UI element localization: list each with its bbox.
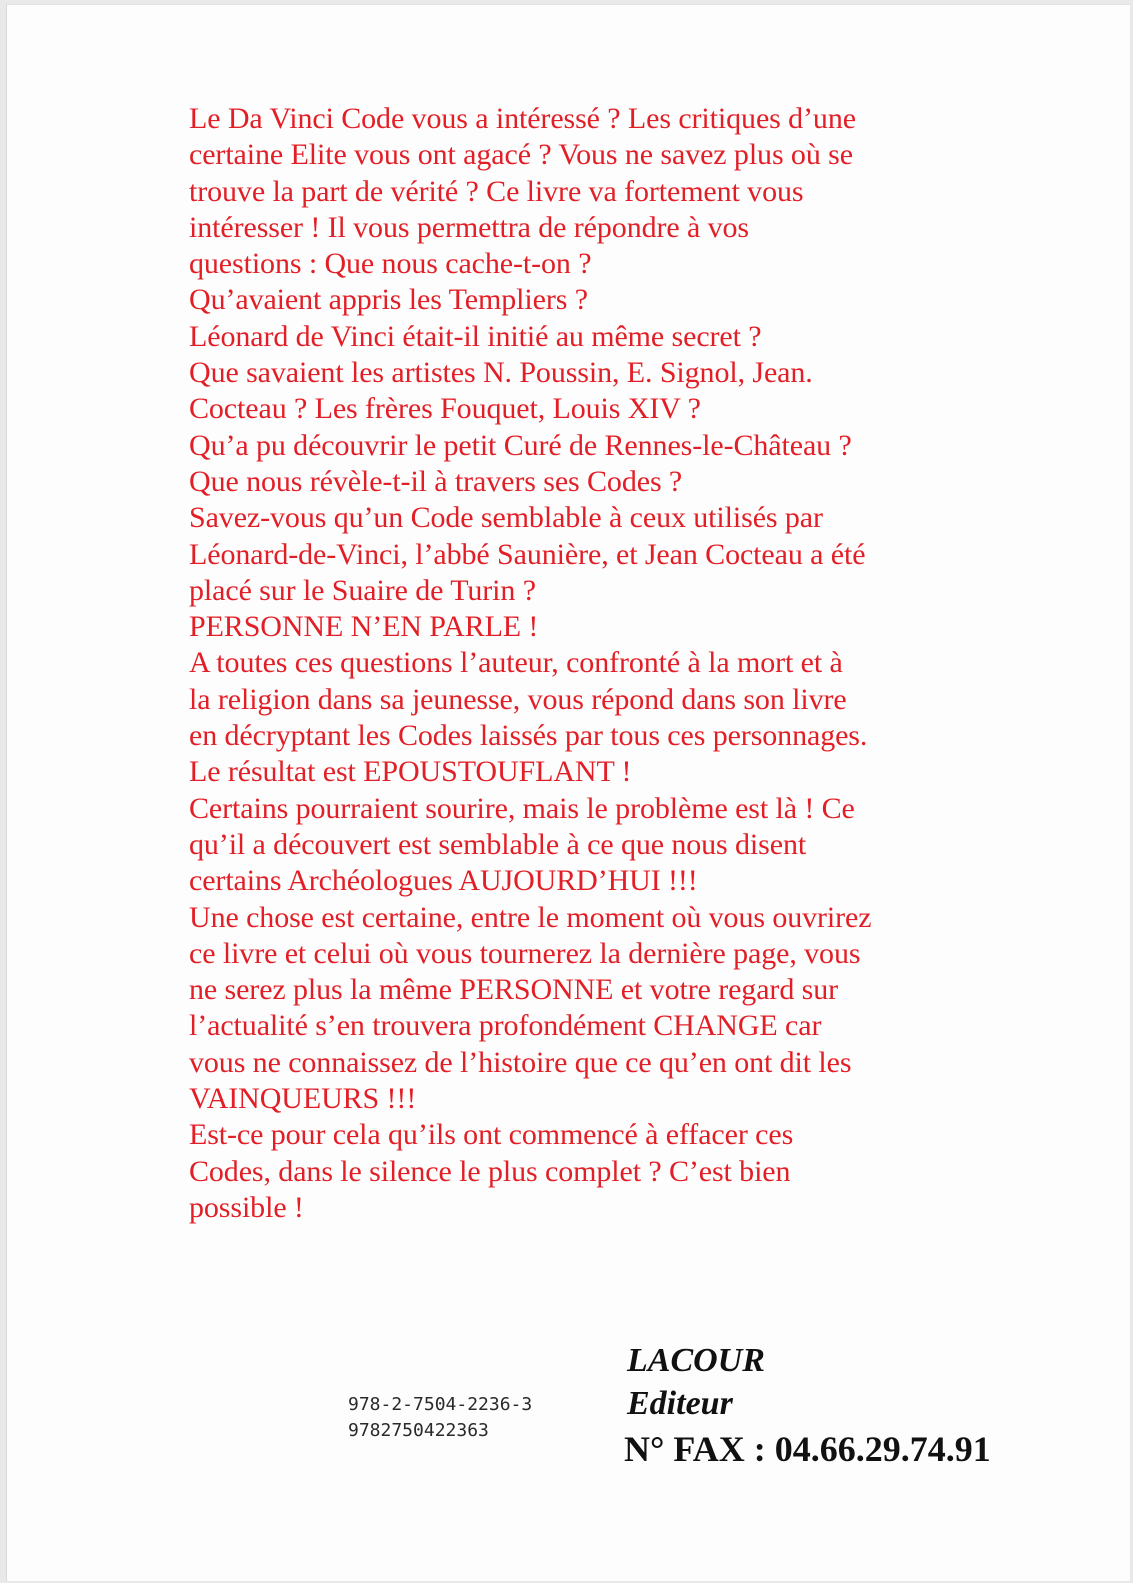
- blurb-line: ne serez plus la même PERSONNE et votre regard sur: [189, 973, 838, 1007]
- publisher-fax: N° FAX : 04.66.29.74.91: [624, 1429, 991, 1469]
- blurb-line: possible !: [189, 1190, 304, 1224]
- isbn-hyphenated: 978-2-7504-2236-3: [348, 1394, 533, 1415]
- isbn-block: [348, 1392, 532, 1444]
- blurb-line: trouve la part de vérité ? Ce livre va fortement vous: [189, 174, 804, 208]
- blurb-line: Le Da Vinci Code vous a intéressé ? Les critiques d’une: [189, 102, 856, 135]
- blurb-line: intéresser ! Il vous permettra de répondre à vos: [189, 210, 749, 244]
- blurb-line: A toutes ces questions l’auteur, confronté à la mort et à: [189, 646, 843, 680]
- blurb-line: l’actualité s’en trouvera profondément CHANGE car: [189, 1009, 822, 1043]
- blurb-line: Le résultat est EPOUSTOUFLANT !: [189, 755, 632, 789]
- blurb-line: Qu’avaient appris les Templiers ?: [189, 283, 588, 317]
- back-cover-blurb: [189, 101, 969, 1226]
- blurb-line: en décryptant les Codes laissés par tous ces personnages.: [189, 719, 868, 753]
- blurb-line: Savez-vous qu’un Code semblable à ceux utilisés par: [189, 501, 823, 535]
- blurb-line: Qu’a pu découvrir le petit Curé de Rennes-le-Château ?: [189, 428, 852, 462]
- blurb-line: placé sur le Suaire de Turin ?: [189, 573, 536, 607]
- blurb-line: Léonard-de-Vinci, l’abbé Saunière, et Jean Cocteau a été: [189, 537, 866, 571]
- blurb-line: Certains pourraient sourire, mais le problème est là ! Ce: [189, 791, 855, 825]
- blurb-line: certaine Elite vous ont agacé ? Vous ne savez plus où se: [189, 138, 853, 172]
- blurb-line: ce livre et celui où vous tournerez la dernière page, vous: [189, 936, 861, 970]
- isbn-ean: 9782750422363: [348, 1420, 489, 1441]
- blurb-line: vous ne connaissez de l’histoire que ce qu’en ont dit les: [189, 1045, 852, 1079]
- blurb-line: certains Archéologues AUJOURD’HUI !!!: [189, 864, 698, 898]
- blurb-line: Léonard de Vinci était-il initié au même secret ?: [189, 319, 762, 353]
- blurb-line: Une chose est certaine, entre le moment où vous ouvrirez: [189, 900, 872, 934]
- publisher-role: Editeur: [627, 1385, 733, 1422]
- publisher-name: LACOUR: [627, 1342, 765, 1379]
- publisher-block: [624, 1339, 991, 1473]
- blurb-line: VAINQUEURS !!!: [189, 1082, 417, 1116]
- back-cover-page: [6, 4, 1130, 1581]
- blurb-line: Est-ce pour cela qu’ils ont commencé à effacer ces: [189, 1118, 794, 1152]
- blurb-line: la religion dans sa jeunesse, vous répond dans son livre: [189, 682, 847, 716]
- blurb-line: Que savaient les artistes N. Poussin, E. Signol, Jean.: [189, 356, 813, 390]
- blurb-line: Que nous révèle-t-il à travers ses Codes ?: [189, 464, 683, 498]
- blurb-line: Codes, dans le silence le plus complet ? C’est bien: [189, 1154, 791, 1188]
- blurb-line: qu’il a découvert est semblable à ce que nous disent: [189, 827, 807, 861]
- blurb-line: PERSONNE N’EN PARLE !: [189, 610, 539, 644]
- blurb-line: questions : Que nous cache-t-on ?: [189, 247, 592, 281]
- blurb-line: Cocteau ? Les frères Fouquet, Louis XIV ?: [189, 392, 701, 426]
